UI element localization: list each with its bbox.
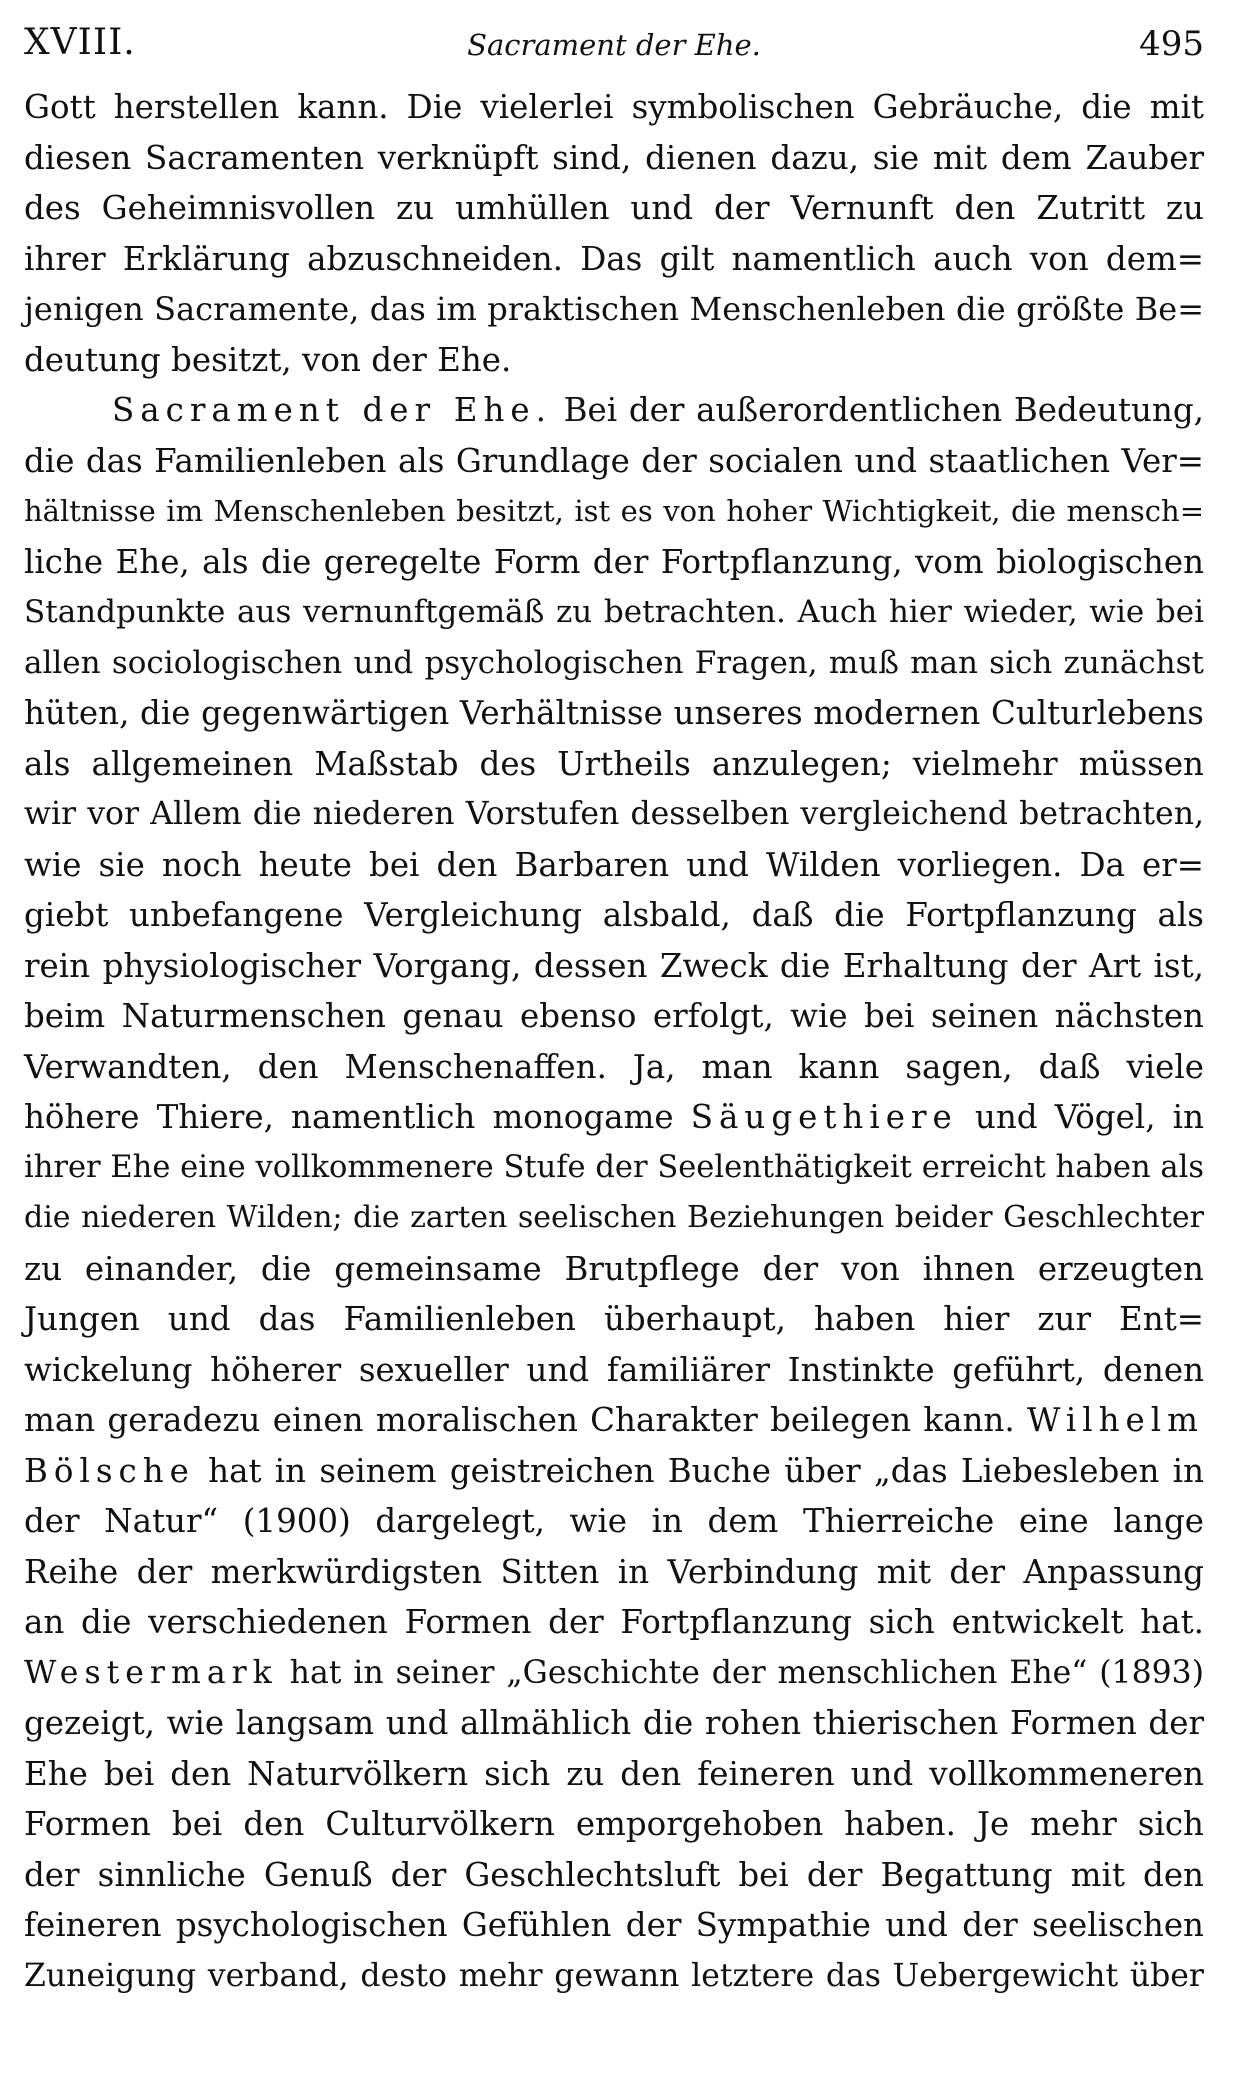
text-line: rein physiologischer Vorgang, dessen Zweck die Erhaltung der Art ist, xyxy=(24,946,1204,985)
author-name-spaced: Wilhelm xyxy=(1027,1401,1204,1439)
running-title: Sacrament der Ehe. xyxy=(467,28,761,62)
text-line: wir vor Allem die niederen Vorstufen desselben vergleichend betrachten, xyxy=(24,796,1204,832)
author-name-spaced: Bölsche xyxy=(24,1451,195,1490)
text-line: wickelung höherer sexueller und familiärer Instinkte geführt, denen xyxy=(24,1350,1204,1389)
text-line: höhere Thiere, namentlich monogame Säugethiere und Vögel, in xyxy=(24,1098,1204,1136)
text-line: Formen bei den Culturvölkern emporgehoben haben. Je mehr sich xyxy=(24,1805,1204,1843)
text-line: gezeigt, wie langsam und allmählich die rohen thierischen Formen der xyxy=(24,1704,1204,1742)
page-number: 495 xyxy=(1139,24,1204,64)
paragraph-start-line: Sacrament der Ehe. Bei der außerordentlichen Bedeutung, xyxy=(112,391,1204,429)
text-line: Westermark hat in seiner „Geschichte der menschlichen Ehe“ (1893) xyxy=(24,1654,1204,1691)
text-line: die niederen Wilden; die zarten seelischen Beziehungen beider Geschlechter xyxy=(24,1200,1204,1235)
text-line: deutung besitzt, von der Ehe. xyxy=(24,340,512,379)
emphasis-spaced: Säugethiere xyxy=(690,1098,958,1136)
text-line: als allgemeinen Maßstab des Urtheils anzulegen; vielmehr müssen xyxy=(24,744,1204,783)
text-line: der Natur“ (1900) dargelegt, wie in dem Thierreiche eine lange xyxy=(24,1502,1204,1540)
text-line: Jungen und das Familienleben überhaupt, haben hier zur Ent= xyxy=(24,1300,1204,1338)
text-line: Zuneigung verband, desto mehr gewann letztere das Uebergewicht über xyxy=(24,1957,1204,1994)
text-line: Verwandten, den Menschenaffen. Ja, man kann sagen, daß viele xyxy=(24,1047,1204,1086)
chapter-number: XVIII. xyxy=(24,22,136,63)
text-line: Reihe der merkwürdigsten Sitten in Verbindung mit der Anpassung xyxy=(24,1552,1204,1591)
text-line: die das Familienleben als Grundlage der socialen und staatlichen Ver= xyxy=(24,441,1204,480)
text-line: diesen Sacramenten verknüpft sind, dienen dazu, sie mit dem Zauber xyxy=(24,138,1204,177)
section-heading-spaced: Sacrament der Ehe. xyxy=(112,391,552,429)
text-line: beim Naturmenschen genau ebenso erfolgt, wie bei seinen nächsten xyxy=(24,997,1204,1035)
text-line: jenigen Sacramente, das im praktischen Menschenleben die größte Be= xyxy=(24,290,1204,328)
text-line: Gott herstellen kann. Die vielerlei symbolischen Gebräuche, die mit xyxy=(24,88,1204,126)
text-line: an die verschiedenen Formen der Fortpflanzung sich entwickelt hat. xyxy=(24,1603,1204,1641)
text-line: ihrer Erklärung abzuschneiden. Das gilt namentlich auch von dem= xyxy=(24,239,1204,278)
text-line: zu einander, die gemeinsame Brutpflege der von ihnen erzeugten xyxy=(24,1249,1204,1288)
text-line: Standpunkte aus vernunftgemäß zu betrachten. Auch hier wieder, wie bei xyxy=(24,594,1204,630)
text-line: Bölsche hat in seinem geistreichen Buche über „das Liebesleben in xyxy=(24,1451,1204,1490)
text-line: hüten, die gegenwärtigen Verhältnisse unseres modernen Culturlebens xyxy=(24,694,1204,732)
body-text xyxy=(24,82,1204,2001)
running-header xyxy=(24,22,1204,62)
text-line: wie sie noch heute bei den Barbaren und Wilden vorliegen. Da er= xyxy=(24,845,1204,884)
text-line: giebt unbefangene Vergleichung alsbald, daß die Fortpflanzung als xyxy=(24,896,1204,934)
text-line: man geradezu einen moralischen Charakter beilegen kann. Wilhelm xyxy=(24,1401,1204,1439)
text-line: hältnisse im Menschenleben besitzt, ist es von hoher Wichtigkeit, die mensch= xyxy=(24,494,1204,528)
text-line: Ehe bei den Naturvölkern sich zu den feineren und vollkommeneren xyxy=(24,1754,1204,1793)
text-line: allen sociologischen und psychologischen Fragen, muß man sich zunächst xyxy=(24,644,1204,681)
text-line: feineren psychologischen Gefühlen der Sympathie und der seelischen xyxy=(24,1906,1204,1944)
book-page xyxy=(24,22,1204,2072)
text-line: ihrer Ehe eine vollkommenere Stufe der Seelenthätigkeit erreicht haben als xyxy=(24,1149,1204,1185)
author-name-spaced: Westermark xyxy=(24,1654,278,1691)
text-line: des Geheimnisvollen zu umhüllen und der Vernunft den Zutritt zu xyxy=(24,189,1204,227)
text-line: der sinnliche Genuß der Geschlechtsluft bei der Begattung mit den xyxy=(24,1855,1204,1894)
text-line: liche Ehe, als die geregelte Form der Fortpflanzung, vom biologischen xyxy=(24,542,1204,581)
